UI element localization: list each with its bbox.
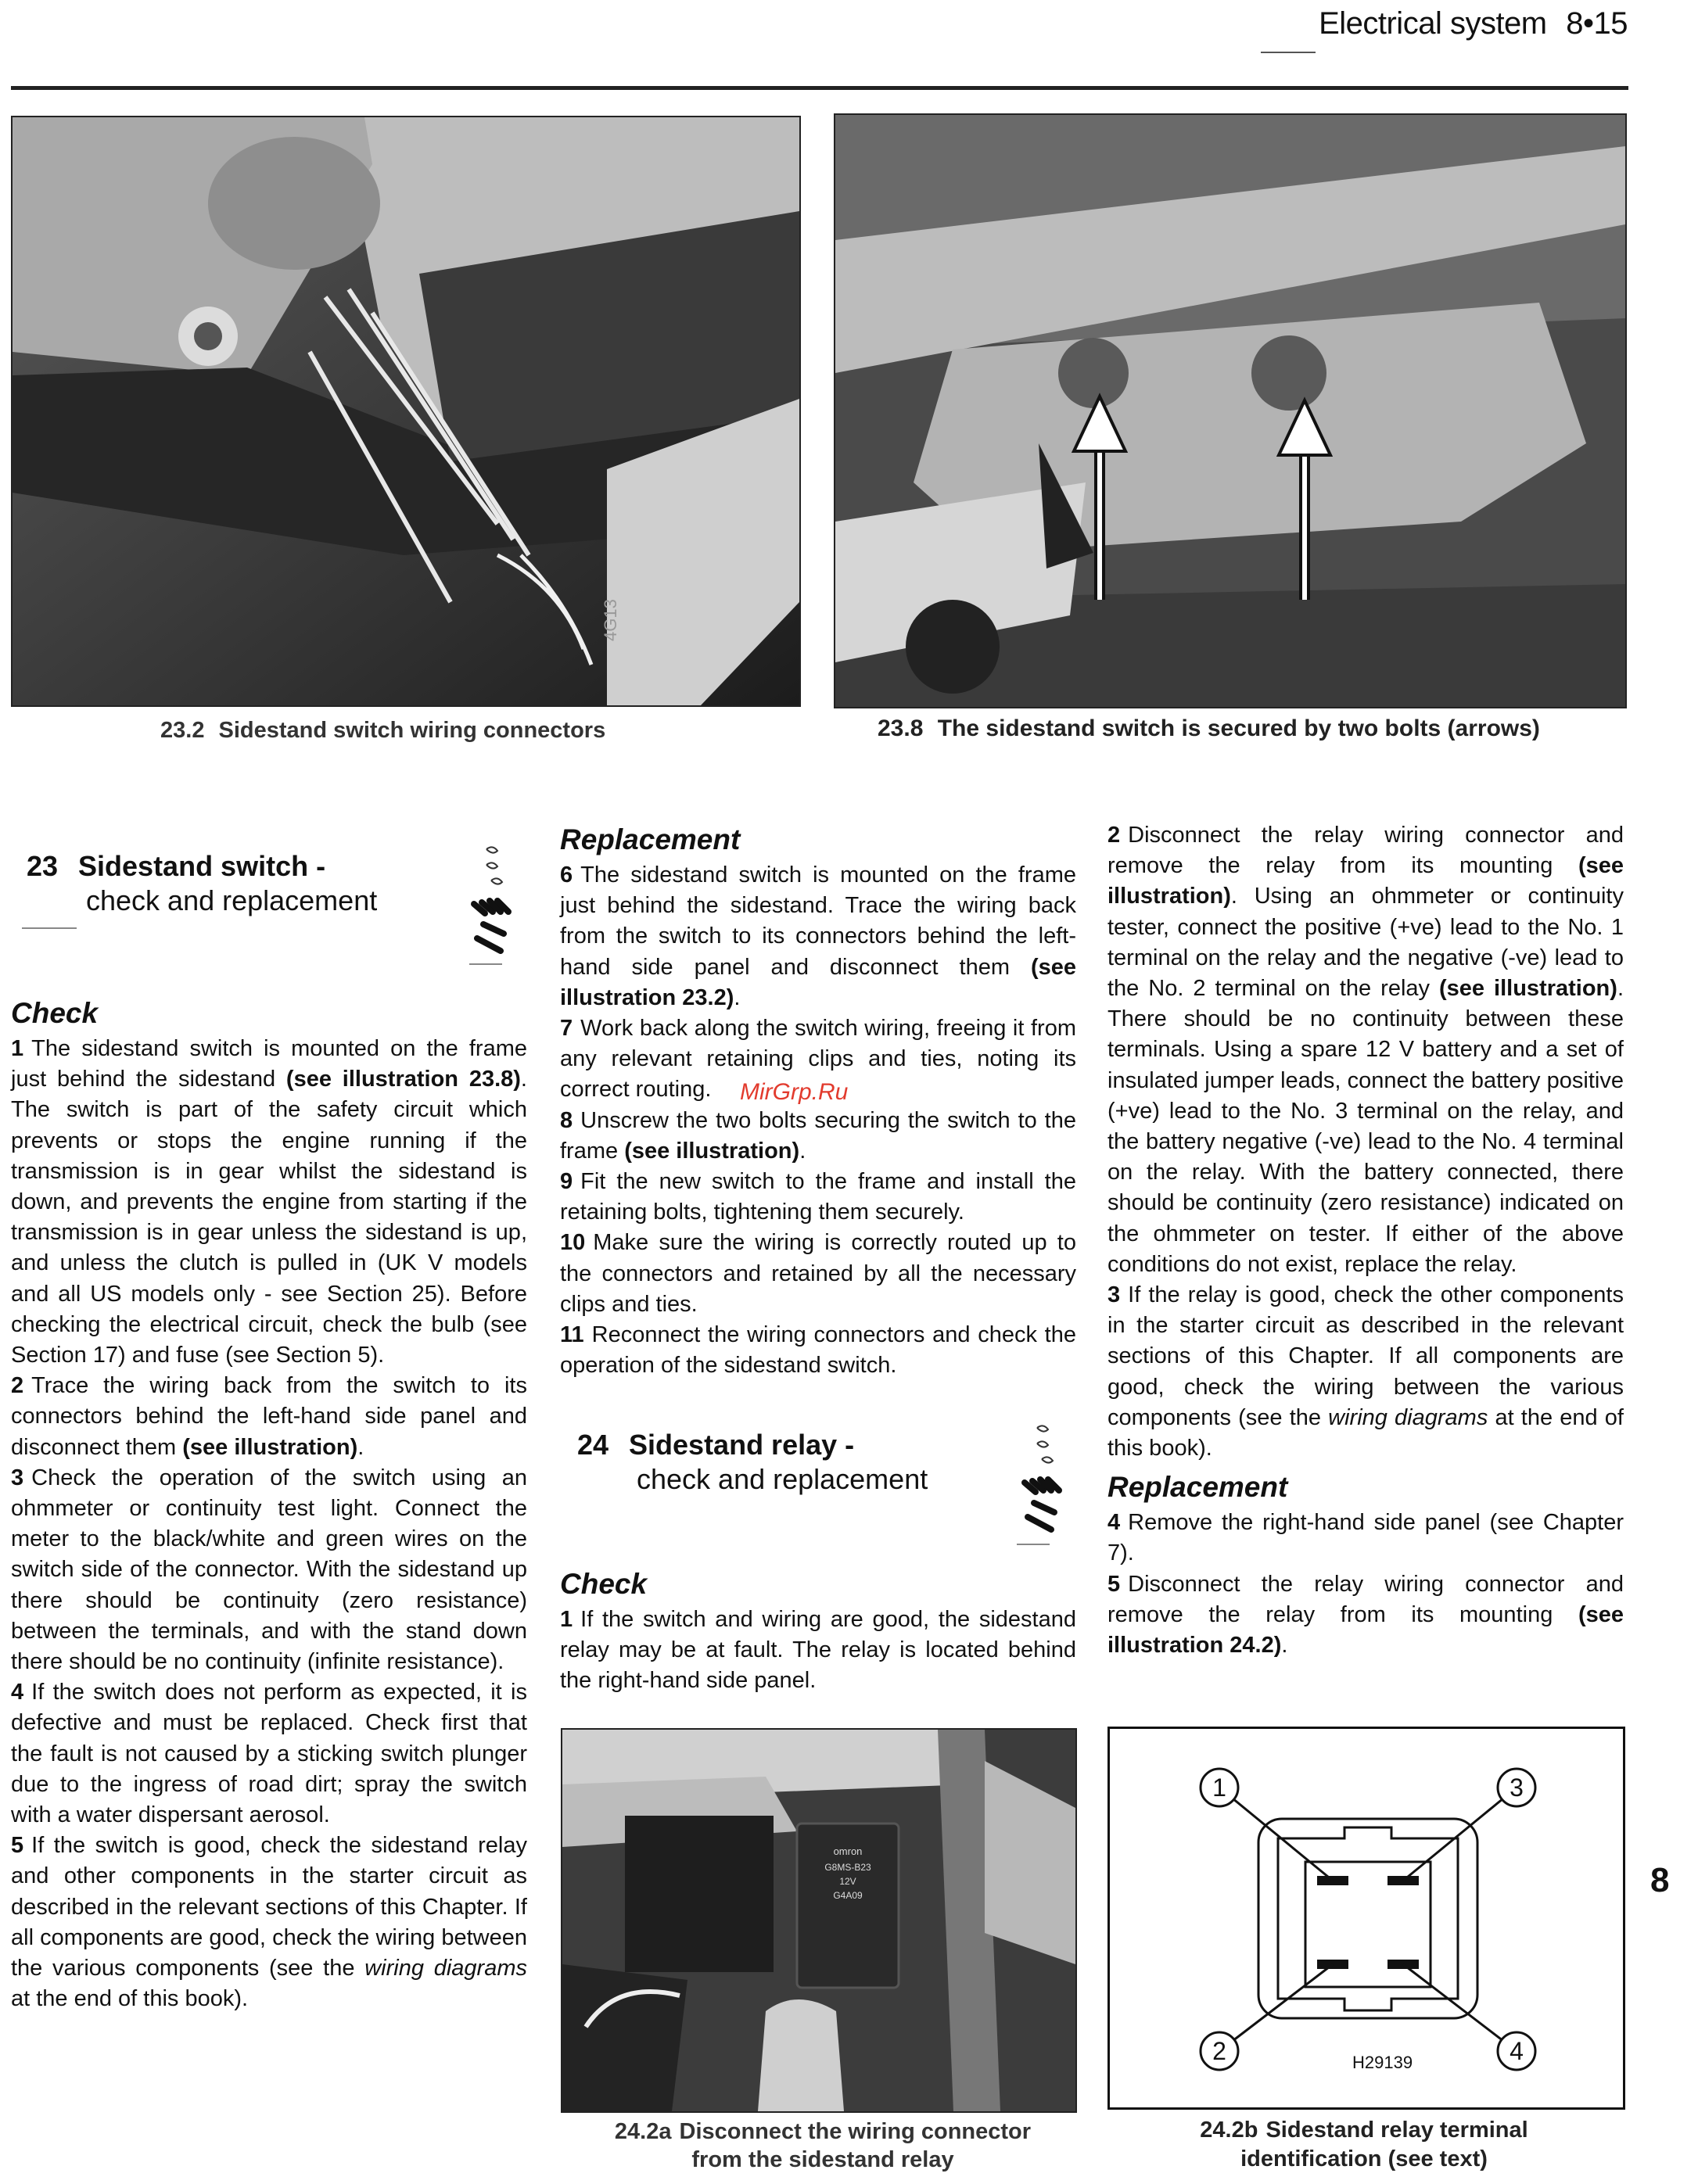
para-23-5 [11,1831,527,2014]
para-23-6 [560,860,1076,1013]
cross-ref: (see illustration) [1107,853,1624,909]
para-23-1 [11,1034,527,1371]
caption-num: 23.8 [878,715,924,741]
para-text: . [734,984,741,1010]
para-num: 2 [1107,823,1121,848]
header-rule [11,86,1628,90]
para-text: Reconnect the wiring connectors and check the operation of the sidestand switch. [560,1322,1076,1379]
caption-num: 24.2a [614,2119,672,2144]
terminal-2-label: 2 [1212,2037,1226,2065]
relay-label-1: omron [833,1845,863,1857]
para-23-4 [11,1677,527,1831]
para-text: . Using an ohmmeter or continuity tester, connect the positive (+ve) lead to the No. 1 terminal on the relay and the negative (-ve) lead to the No. 2 terminal on the relay [1107,884,1624,1002]
para-text: Fit the new switch to the frame and install the retaining bolts, tightening them securely. [560,1169,1076,1225]
photo-23-2 [11,116,801,707]
para-text: The sidestand switch is mounted on the frame just behind the sidestand. Trace the wiring back from the switch to its connectors behind the left-hand side panel and disconnect them [560,862,1076,980]
caption-num: 24.2b [1200,2118,1258,2143]
relay-label-3: 12V [839,1876,856,1887]
wrench-rule [1017,1544,1050,1545]
para-num: 3 [11,1465,24,1490]
column-1 [11,993,527,2015]
section-heading: Sidestand switch - [78,850,326,882]
para-num: 5 [11,1833,24,1859]
para-text: at the end of this book). [11,1986,249,2012]
para-text: Remove the right-hand side panel (see Chapter 7). [1107,1510,1624,1566]
photo-23-2-image [13,117,799,705]
caption-24-2b [1107,2116,1621,2174]
para-text: Unscrew the two bolts securing the switch to the frame [560,1107,1076,1164]
running-head [1319,6,1628,41]
para-24-4 [1107,1508,1624,1569]
para-num: 6 [560,862,573,888]
section-heading: Sidestand relay - [629,1429,855,1461]
caption-text: Sidestand relay terminal [1265,2118,1528,2143]
photo-23-8-image [835,115,1625,707]
section-24-title [577,1428,984,1497]
para-text: Make sure the wiring is correctly routed up to the connectors and retained by all the necessary clips and ties. [560,1230,1076,1317]
caption-line-2: identification (see text) [1240,2146,1488,2171]
check-heading: Check [11,997,99,1029]
photo-24-2a-image [562,1730,1075,2111]
page-number: 8•15 [1566,6,1628,41]
caption-23-2 [160,718,605,744]
chapter-tab: 8 [1650,1861,1670,1899]
para-text: If the switch and wiring are good, the sidestand relay may be at fault. The relay is located behind the right-hand side panel. [560,1607,1076,1694]
terminal-4-label: 4 [1510,2037,1524,2065]
difficulty-wrench-icon [469,841,516,959]
para-text: If the switch does not perform as expected, it is defective and must be replaced. Check first that the fault is not caused by a sticking switch plunger due to the ingress of road dirt; spray the switch with a water dispersant aerosol. [11,1680,527,1828]
para-text: . [1281,1633,1288,1659]
cross-ref: (see illustration 23.8) [285,1067,521,1092]
relay-label-4: G4A09 [833,1890,863,1901]
para-text: . [799,1138,806,1164]
relay-label-2: G8MS-B23 [824,1862,871,1873]
chapter-title: Electrical system [1319,6,1547,41]
cross-ref: (see illustration) [182,1434,358,1460]
para-text: Work back along the switch wiring, freeing it from any relevant retaining clips and ties, noting its correct routing. [560,1016,1076,1103]
para-text: . The switch is part of the safety circuit which prevents or stops the engine running if the transmission is in gear whilst the sidestand is down, and prevents the engine from starting if the transmission is in gear unless the sidestand is up, and unless the clutch is pulled in (UK V models and all US models only - see Section 25). Before checking the electrical circuit, check the bulb (see Section 17) and fuse (see Section 5). [11,1067,527,1368]
photo-24-2a [561,1728,1077,2113]
para-num: 7 [560,1016,573,1042]
watermark: MirGrp.Ru [740,1079,849,1105]
para-23-10 [560,1228,1076,1320]
section-number: 23 [27,850,59,882]
italic-ref: wiring diagrams [1328,1404,1488,1430]
para-23-11 [560,1320,1076,1381]
column-2-bottom [560,1564,1076,1697]
para-num: 8 [560,1107,573,1133]
header-dash [1261,52,1316,53]
para-num: 3 [1107,1282,1121,1308]
para-text: If the switch is good, check the sidestand relay and other components in the starter circuit as described in the relevant sections of this Chapter. If all components are good, check the wiring between the various components (see the [11,1833,527,1981]
section-dash [22,927,77,929]
para-num: 10 [560,1230,586,1256]
caption-text: Sidestand switch wiring connectors [218,718,606,743]
para-num: 4 [11,1680,24,1705]
section-number: 24 [577,1429,609,1461]
para-text: at the end of this book). [1107,1404,1624,1461]
para-text: . There should be no continuity between these terminals. Using a spare 12 V battery and a set of insulated jumper leads, connect the battery positive (+ve) lead to the No. 3 terminal on the relay, and the battery negative (-ve) lead to the No. 4 terminal on the relay. With the battery connected, there should be continuity (zero resistance) indicated on the ohmmeter on tester. If either of the above conditions do not exist, replace the relay. [1107,976,1624,1277]
para-text: Disconnect the relay wiring connector and remove the relay from its mounting [1107,823,1624,879]
para-text: Check the operation of the switch using an ohmmeter or continuity test light. Connect the meter to the black/white and green wires on the switch side of the connector. With the sidestand up there should be continuity (zero resistance) between the terminals, and with the stand down there should be no continuity (infinite resistance). [11,1465,527,1675]
terminal-3-label: 3 [1510,1773,1524,1802]
diagram-code: H29139 [1352,2053,1413,2072]
caption-23-8 [878,715,1540,742]
cross-ref: (see illustration 23.2) [560,954,1076,1010]
para-23-3 [11,1463,527,1677]
replacement-heading: Replacement [560,823,741,855]
relay-diagram-svg [1110,1729,1623,2107]
para-num: 11 [560,1322,584,1348]
italic-ref: wiring diagrams [364,1956,527,1981]
photo-23-8 [834,113,1627,708]
caption-line-2: from the sidestand relay [691,2147,954,2172]
section-subheading: check and replacement [86,884,378,916]
para-23-2 [11,1371,527,1463]
para-num: 1 [560,1607,573,1632]
caption-text: Disconnect the wiring connector [679,2119,1032,2144]
para-num: 9 [560,1169,573,1195]
section-23-title [27,849,433,918]
cross-ref: (see illustration) [1439,976,1617,1002]
para-num: 4 [1107,1510,1121,1536]
cross-ref: (see illustration) [624,1138,800,1164]
para-24-3 [1107,1280,1624,1464]
caption-num: 23.2 [160,718,205,743]
section-subheading: check and replacement [637,1463,928,1495]
photo-scribble: 4G13 [601,599,620,641]
para-text: The sidestand switch is mounted on the frame just behind the sidestand [11,1036,527,1092]
para-24-5 [1107,1569,1624,1662]
para-num: 1 [11,1036,24,1061]
para-23-8 [560,1106,1076,1167]
para-num: 5 [1107,1571,1121,1597]
para-text: . [357,1434,364,1460]
para-24-1 [560,1605,1076,1697]
caption-line-1 [588,2118,1057,2146]
para-num: 2 [11,1373,24,1399]
replacement-heading: Replacement [1107,1471,1288,1504]
caption-text: The sidestand switch is secured by two bolts (arrows) [937,715,1540,741]
wrench-rule [469,963,502,965]
caption-24-2a [588,2118,1057,2174]
para-text: Disconnect the relay wiring connector and remove the relay from its mounting [1107,1571,1624,1627]
terminal-1-label: 1 [1212,1773,1226,1802]
para-24-2 [1107,820,1624,1280]
column-3 [1107,820,1624,1661]
relay-terminal-diagram [1107,1727,1625,2110]
cross-ref: (see illustration 24.2) [1107,1601,1624,1659]
para-text: If the relay is good, check the other components in the starter circuit as described in the relevant sections of this Chapter. If all components are good, check the wiring between the various components (see the [1107,1282,1624,1430]
caption-line-1 [1107,2116,1621,2145]
difficulty-wrench-icon [1020,1420,1067,1537]
check-heading: Check [560,1568,648,1600]
para-23-9 [560,1167,1076,1228]
para-text: Trace the wiring back from the switch to its connectors behind the left-hand side panel and disconnect them [11,1373,527,1460]
